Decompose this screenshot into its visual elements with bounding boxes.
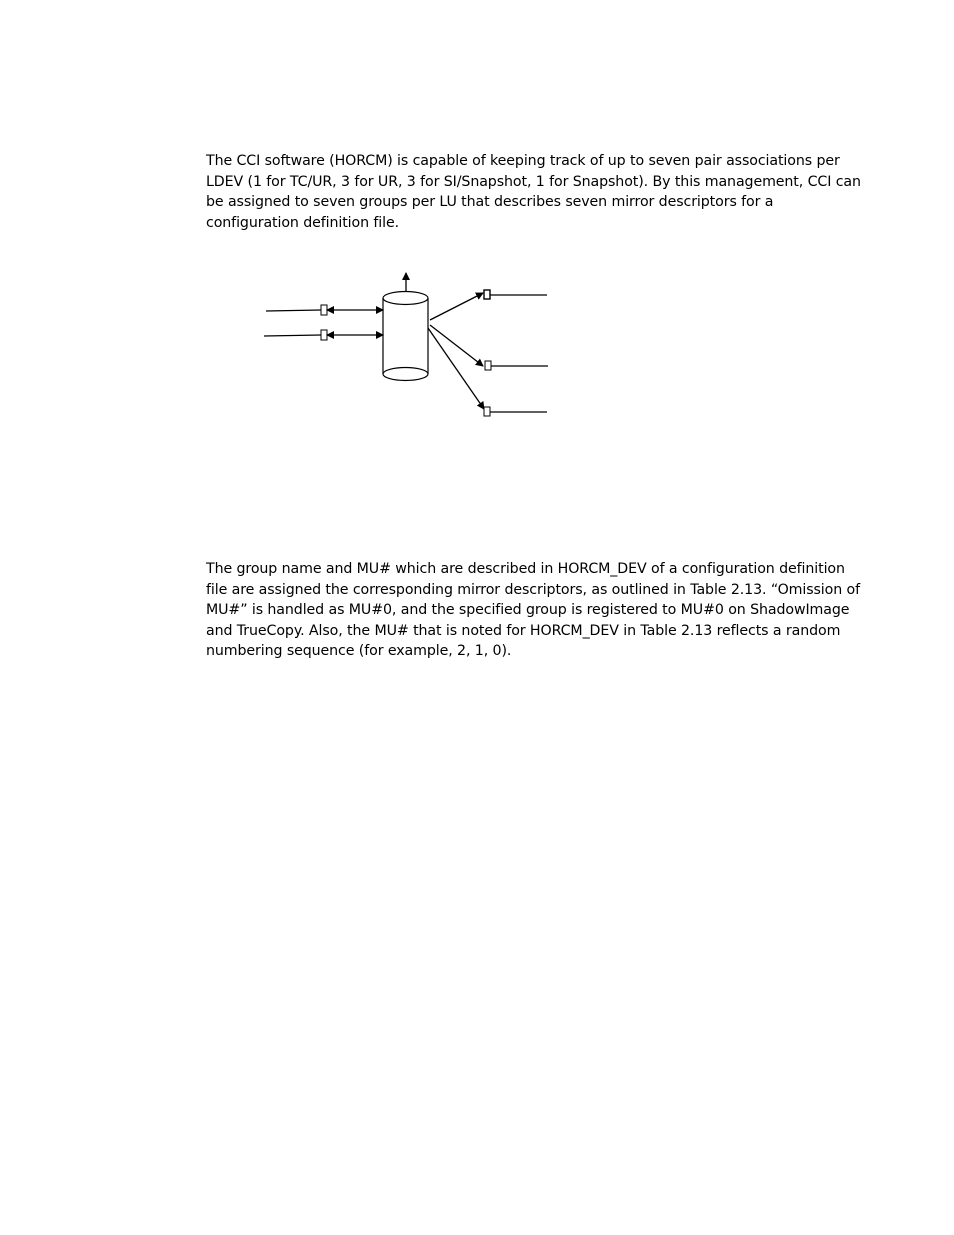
mirror-descriptor-diagram — [250, 262, 560, 427]
right-pair-link-3 — [428, 328, 547, 416]
intro-paragraph: The CCI software (HORCM) is capable of keeping track of up to seven pair associations per LDEV (1 for TC/UR, 3 for UR, 3 for SI/Snapshot, 1 for Snapshot). By this management, CCI can be assigned to seven groups per LU that describes seven mirror descriptors for a configuration definition file. — [206, 153, 861, 231]
right-pair-link-2 — [430, 325, 548, 370]
left-pair-link-1 — [266, 305, 383, 315]
group-name-paragraph: The group name and MU# which are described in HORCM_DEV of a configuration definition file are assigned the corresponding mirror descriptors, as outlined in Table 2.13. “Omission of MU#” is handled as MU#0, and the specified group is registered to MU#0 on ShadowImage and TrueCopy. Also, the MU# that is noted for HORCM_DEV in Table 2.13 reflects a random numbering sequence (for example, 2, 1, 0). — [206, 561, 860, 659]
right-pair-link-1 — [430, 290, 547, 320]
left-pair-link-2 — [264, 330, 383, 340]
ldev-cylinder-icon — [383, 292, 428, 381]
